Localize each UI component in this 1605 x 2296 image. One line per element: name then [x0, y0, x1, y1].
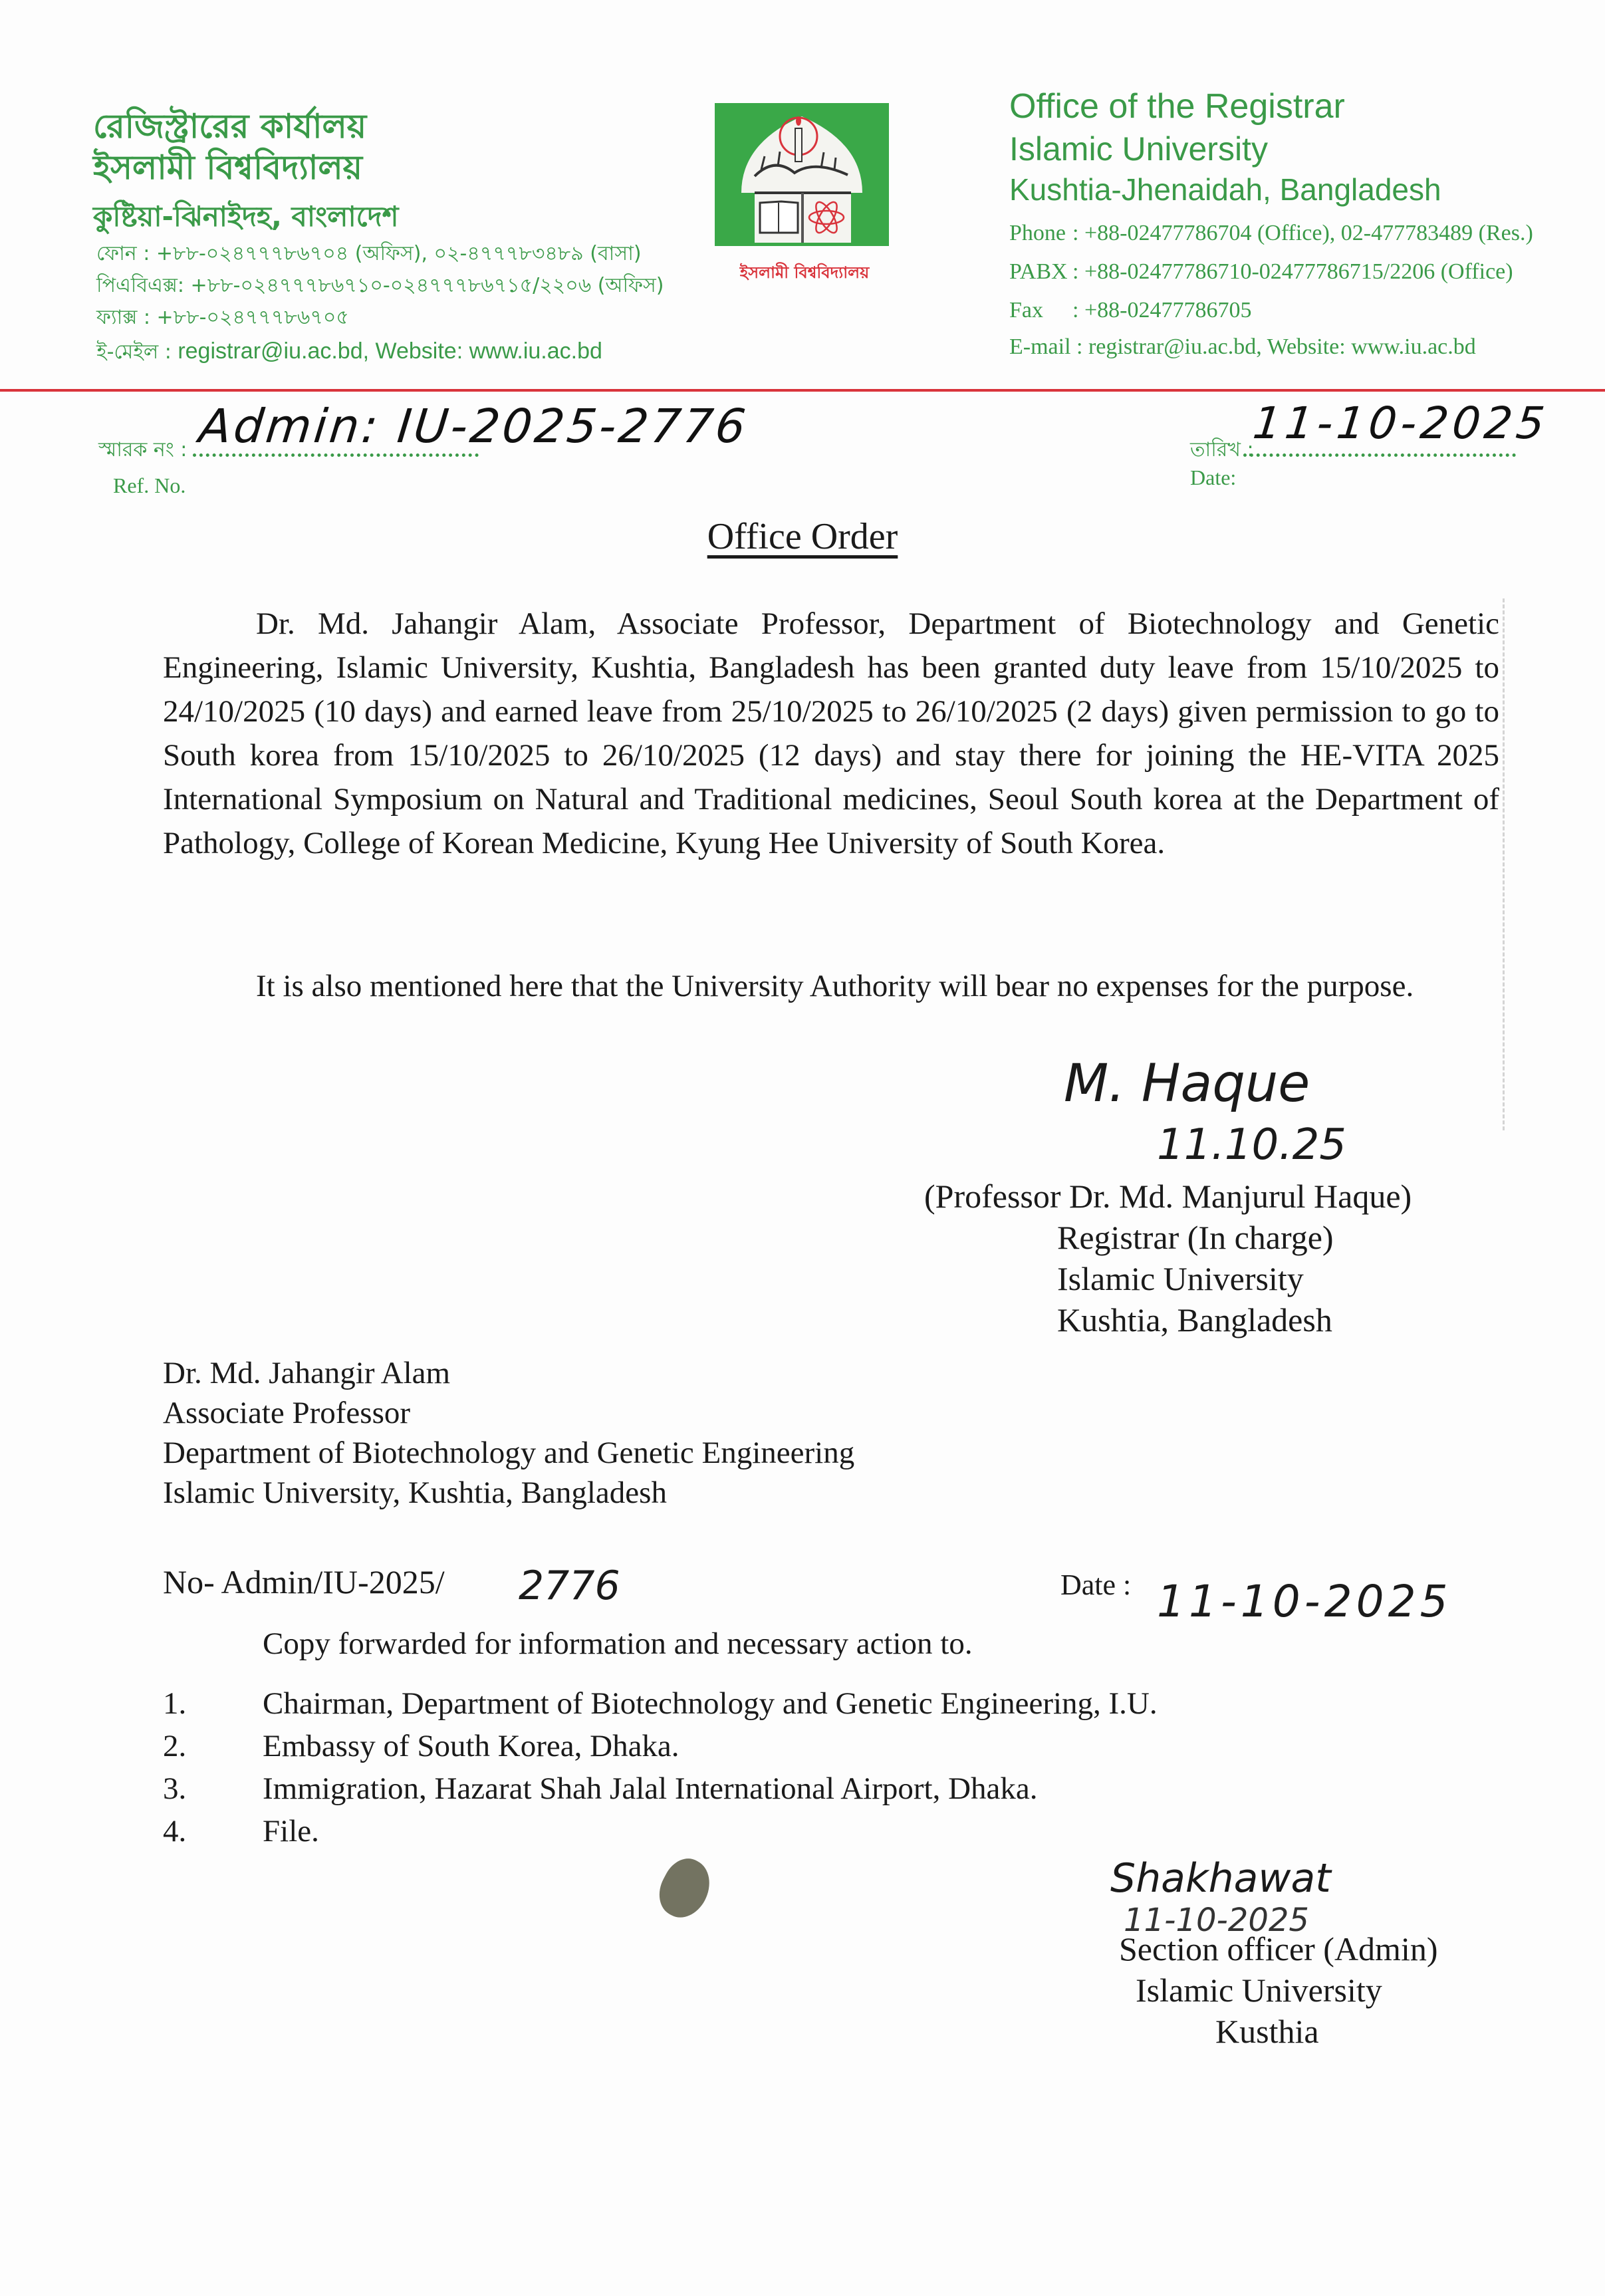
registrar-name: (Professor Dr. Md. Manjurul Haque)	[924, 1178, 1412, 1215]
registrar-institution: Islamic University	[1057, 1260, 1304, 1297]
header-bangla-university: ইসলামী বিশ্ববিদ্যালয়	[93, 148, 363, 187]
recipient-name: Dr. Md. Jahangir Alam	[163, 1356, 451, 1390]
copy-date-label: Date :	[1060, 1569, 1132, 1601]
header-bangla-location: কুষ্টিয়া-ঝিনাইদহ, বাংলাদেশ	[93, 200, 399, 233]
section-officer-location: Kusthia	[1215, 2013, 1319, 2050]
list-item: 3. Immigration, Hazarat Shah Jalal International Airport, Dhaka.	[163, 1771, 1038, 1806]
header-fax-row	[1009, 298, 1251, 323]
ref-label-bangla: স্মারক নং :	[98, 438, 187, 461]
phone-label: Phone	[1009, 221, 1066, 245]
header-english-location: Kushtia-Jhenaidah, Bangladesh	[1009, 172, 1441, 207]
recipient-designation: Associate Professor	[163, 1396, 411, 1430]
copy-intro: Copy forwarded for information and necessary action to.	[263, 1626, 973, 1661]
registrar-signature: M. Haque	[1064, 1054, 1310, 1114]
registrar-signed-date: 11.10.25	[1157, 1120, 1346, 1170]
fax-value: : +88-02477786705	[1072, 298, 1252, 322]
section-officer-institution: Islamic University	[1136, 1972, 1382, 2009]
header-bangla-fax: ফ্যাক্স : +৮৮-০২৪৭৭৭৮৬৭০৫	[96, 306, 349, 329]
header-bangla-phone: ফোন : +৮৮-০২৪৭৭৭৮৬৭০৪ (অফিস), ০২-৪৭৭৭৮৩৪৮৯ (বাসা)	[96, 242, 642, 265]
order-paragraph-2: It is also mentioned here that the University Authority will bear no expenses for the purpose.	[256, 969, 1414, 1003]
header-email-row	[1009, 334, 1476, 360]
header-bangla-email-label: ই-মেইল :	[96, 340, 172, 364]
date-handwritten: 11-10-2025	[1250, 398, 1551, 449]
pabx-label: PABX	[1009, 259, 1068, 284]
section-officer-title: Section officer (Admin)	[1119, 1930, 1438, 1968]
section-officer-block	[1119, 1928, 1438, 2052]
recipient-institution: Islamic University, Kushtia, Bangladesh	[163, 1475, 667, 1510]
header-bangla-pabx: পিএবিএক্স: +৮৮-০২৪৭৭৭৮৬৭১০-০২৪৭৭৭৮৬৭১৫/২২০৬ (অফিস)	[96, 274, 664, 297]
section-officer-signature: Shakhawat	[1110, 1855, 1331, 1902]
email-label: E-mail	[1009, 334, 1071, 359]
header-pabx-row	[1009, 259, 1513, 285]
ref-handwritten: Admin: IU-2025-2776	[196, 399, 751, 453]
scan-edge-mark	[1503, 598, 1506, 1130]
copy-date-handwritten: 11-10-2025	[1157, 1576, 1452, 1627]
page-title: Office Order	[707, 516, 898, 557]
copy-number-label: No- Admin/IU-2025/	[163, 1563, 445, 1600]
header-phone-row	[1009, 221, 1533, 246]
registrar-designation: Registrar (In charge)	[1057, 1219, 1334, 1256]
recipient-department: Department of Biotechnology and Genetic Engineering	[163, 1436, 855, 1470]
paper-stain	[650, 1851, 719, 1926]
list-item: 1. Chairman, Department of Biotechnology and Genetic Engineering, I.U.	[163, 1686, 1158, 1721]
pabx-value: : +88-02477786710-02477786715/2206 (Office)	[1072, 259, 1513, 284]
header-divider	[0, 389, 1605, 392]
header-bangla-email-value: registrar@iu.ac.bd, Website: www.iu.ac.bd	[178, 338, 602, 364]
logo-caption: ইসলামী বিশ্ববিদ্যালয়	[739, 263, 870, 282]
order-paragraph-1: Dr. Md. Jahangir Alam, Associate Professor, Department of Biotechnology and Genetic Engineering, Islamic University, Kushtia, Bangladesh has been granted duty leave from 15/10/2025 to 24/10/2025 (10 days) and earned leave from 25/10/2025 to 26/10/2025 (2 days) given permission to go to South korea from 15/10/2025 to 26/10/2025 (12 days) and stay there for joining the HE-VITA 2025 International Symposium on Natural and Traditional medicines, Seoul South korea at the Department of Pathology, College of Korean Medicine, Kyung Hee University of South Korea.	[163, 606, 1499, 860]
header-english-office: Office of the Registrar	[1009, 87, 1345, 126]
copy-list	[163, 1682, 1158, 1852]
email-value: : registrar@iu.ac.bd, Website: www.iu.ac.bd	[1076, 334, 1476, 359]
header-bangla-office: রেজিস্ট্রারের কার্যালয়	[93, 107, 367, 146]
date-label-english: Date:	[1190, 465, 1237, 489]
registrar-sign-block	[924, 1176, 1412, 1340]
phone-value: : +88-02477786704 (Office), 02-477783489 (Res.)	[1072, 221, 1533, 245]
copy-number-handwritten: 2776	[519, 1563, 620, 1609]
ref-label-english: Ref. No.	[113, 473, 186, 497]
university-logo	[715, 103, 889, 246]
recipient-address	[163, 1353, 854, 1513]
header-english-university: Islamic University	[1009, 130, 1268, 168]
section-officer-signed-date: 11-10-2025	[1124, 1902, 1309, 1939]
date-label-bangla: তারিখ :	[1190, 438, 1254, 461]
header-bangla-email-row	[96, 336, 602, 370]
list-item: 4. File.	[163, 1814, 319, 1849]
logo-emblem-icon	[715, 103, 889, 246]
list-item: 2. Embassy of South Korea, Dhaka.	[163, 1729, 679, 1763]
registrar-location: Kushtia, Bangladesh	[1057, 1301, 1332, 1339]
fax-label: Fax	[1009, 298, 1043, 322]
